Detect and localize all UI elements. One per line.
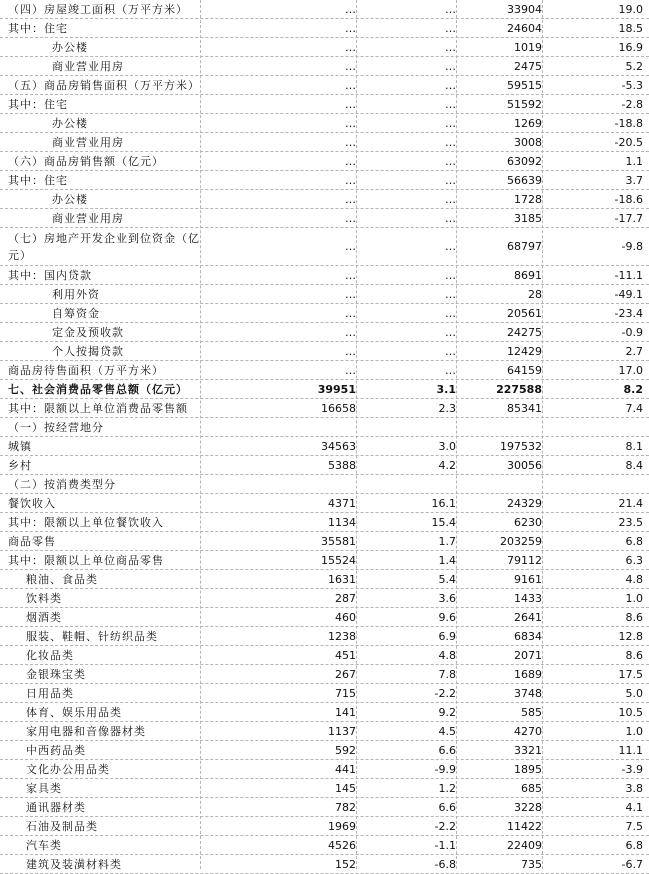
row-label: 个人按揭贷款 — [52, 345, 124, 358]
current-value: 141 — [335, 706, 356, 719]
current-growth: … — [445, 136, 456, 149]
cumulative-value: 22409 — [507, 839, 542, 852]
row-label: 石油及制品类 — [26, 820, 98, 833]
row-label: （四）房屋竣工面积（万平方米） — [8, 3, 188, 16]
cumulative-growth: -9.8 — [621, 240, 643, 253]
cumulative-growth: 6.8 — [625, 839, 643, 852]
cumulative-value: 685 — [521, 782, 542, 795]
cumulative-value: 2071 — [514, 649, 542, 662]
current-value: 34563 — [321, 440, 356, 453]
table-row — [0, 437, 649, 456]
table-row — [0, 209, 649, 228]
cumulative-growth: 8.2 — [623, 383, 643, 396]
current-value: 451 — [335, 649, 356, 662]
current-value: … — [345, 117, 356, 130]
table-row — [0, 741, 649, 760]
cumulative-value: 6230 — [514, 516, 542, 529]
row-label: 粮油、食品类 — [26, 573, 98, 586]
row-label: 中西药品类 — [26, 744, 86, 757]
current-growth: 1.2 — [438, 782, 456, 795]
row-label: 家具类 — [26, 782, 62, 795]
current-value: … — [345, 60, 356, 73]
current-value: 1238 — [328, 630, 356, 643]
cumulative-growth: 3.8 — [625, 782, 643, 795]
table-row — [0, 38, 649, 57]
row-label: 七、社会消费品零售总额（亿元） — [8, 383, 188, 396]
current-growth: 2.3 — [438, 402, 456, 415]
table-row — [0, 361, 649, 380]
current-value: 4371 — [328, 497, 356, 510]
current-value: 35581 — [321, 535, 356, 548]
cumulative-growth: 8.6 — [625, 611, 643, 624]
current-growth: 1.7 — [438, 535, 456, 548]
cumulative-growth: 19.0 — [618, 3, 643, 16]
cumulative-value: 1689 — [514, 668, 542, 681]
current-growth: -2.2 — [434, 687, 456, 700]
cumulative-value: 585 — [521, 706, 542, 719]
current-value: 152 — [335, 858, 356, 871]
cumulative-growth: 4.8 — [625, 573, 643, 586]
current-growth: -2.2 — [434, 820, 456, 833]
table-row — [0, 665, 649, 684]
current-value: … — [345, 193, 356, 206]
cumulative-growth: -17.7 — [614, 212, 643, 225]
cumulative-growth: 5.2 — [625, 60, 643, 73]
table-row — [0, 646, 649, 665]
table-row — [0, 114, 649, 133]
current-growth: 4.2 — [438, 459, 456, 472]
cumulative-value: 8691 — [514, 269, 542, 282]
row-label: 服装、鞋帽、针纺织品类 — [26, 630, 158, 643]
cumulative-growth: 8.6 — [625, 649, 643, 662]
current-growth: 9.2 — [438, 706, 456, 719]
cumulative-value: 12429 — [507, 345, 542, 358]
cumulative-growth: 17.5 — [618, 668, 643, 681]
current-value: 1631 — [328, 573, 356, 586]
row-label: 商品零售 — [8, 535, 56, 548]
row-label: 利用外资 — [52, 288, 100, 301]
row-label: （七）房地产开发企业到位资金（亿元） — [8, 232, 200, 262]
current-value: … — [345, 3, 356, 16]
row-label: 乡村 — [8, 459, 32, 472]
cumulative-growth: 16.9 — [618, 41, 643, 54]
current-value: … — [345, 155, 356, 168]
table-row — [0, 703, 649, 722]
current-value: 460 — [335, 611, 356, 624]
table-row — [0, 532, 649, 551]
row-label: 其中：限额以上单位商品零售 — [8, 554, 164, 567]
current-value: 145 — [335, 782, 356, 795]
row-label: 烟酒类 — [26, 611, 62, 624]
current-value: … — [345, 22, 356, 35]
current-value: 287 — [335, 592, 356, 605]
cumulative-value: 2641 — [514, 611, 542, 624]
current-value: … — [345, 364, 356, 377]
current-value: 715 — [335, 687, 356, 700]
table-row — [0, 0, 649, 19]
cumulative-value: 3228 — [514, 801, 542, 814]
cumulative-value: 30056 — [507, 459, 542, 472]
cumulative-value: 2475 — [514, 60, 542, 73]
current-value: … — [345, 79, 356, 92]
cumulative-value: 24329 — [507, 497, 542, 510]
row-label: （六）商品房销售额（亿元） — [8, 155, 164, 168]
cumulative-growth: 3.7 — [625, 174, 643, 187]
table-row — [0, 760, 649, 779]
current-value: 1134 — [328, 516, 356, 529]
current-growth: 6.9 — [438, 630, 456, 643]
table-row — [0, 627, 649, 646]
current-growth: 16.1 — [431, 497, 456, 510]
current-value: 39951 — [317, 383, 356, 396]
current-growth: … — [445, 269, 456, 282]
row-label: 其中：国内贷款 — [8, 269, 92, 282]
cumulative-value: 9161 — [514, 573, 542, 586]
current-value: 15524 — [321, 554, 356, 567]
row-label: 办公楼 — [52, 117, 88, 130]
row-label: 通讯器材类 — [26, 801, 86, 814]
cumulative-growth: 4.1 — [625, 801, 643, 814]
current-value: … — [345, 212, 356, 225]
table-row — [0, 684, 649, 703]
cumulative-growth: -18.6 — [614, 193, 643, 206]
row-label: 定金及预收款 — [52, 326, 124, 339]
cumulative-value: 3185 — [514, 212, 542, 225]
current-growth: … — [445, 60, 456, 73]
current-value: 1137 — [328, 725, 356, 738]
current-growth: 4.5 — [438, 725, 456, 738]
cumulative-growth: 11.1 — [618, 744, 643, 757]
current-growth: 3.1 — [436, 383, 456, 396]
row-label: 自筹资金 — [52, 307, 100, 320]
cumulative-growth: 1.0 — [625, 725, 643, 738]
row-label: 日用品类 — [26, 687, 74, 700]
cumulative-value: 6834 — [514, 630, 542, 643]
cumulative-growth: 17.0 — [618, 364, 643, 377]
table-row — [0, 494, 649, 513]
cumulative-growth: 10.5 — [618, 706, 643, 719]
cumulative-growth: 23.5 — [618, 516, 643, 529]
row-label: 汽车类 — [26, 839, 62, 852]
current-growth: … — [445, 98, 456, 111]
table-row — [0, 76, 649, 95]
current-growth: … — [445, 326, 456, 339]
table-row — [0, 551, 649, 570]
table-row — [0, 133, 649, 152]
current-growth: 15.4 — [431, 516, 456, 529]
table-row — [0, 190, 649, 209]
current-growth: … — [445, 364, 456, 377]
cumulative-growth: -11.1 — [614, 269, 643, 282]
cumulative-growth: 7.4 — [625, 402, 643, 415]
cumulative-growth: 18.5 — [618, 22, 643, 35]
table-row — [0, 285, 649, 304]
cumulative-value: 1019 — [514, 41, 542, 54]
row-label: 建筑及装潢材料类 — [26, 858, 122, 871]
table-row — [0, 342, 649, 361]
current-value: … — [345, 307, 356, 320]
cumulative-value: 64159 — [507, 364, 542, 377]
cumulative-value: 1433 — [514, 592, 542, 605]
cumulative-growth: 2.7 — [625, 345, 643, 358]
table-row — [0, 798, 649, 817]
cumulative-value: 3748 — [514, 687, 542, 700]
current-value: … — [345, 136, 356, 149]
row-label: 其中：住宅 — [8, 174, 68, 187]
current-value: … — [345, 345, 356, 358]
cumulative-value: 28 — [528, 288, 542, 301]
row-label: 文化办公用品类 — [26, 763, 110, 776]
current-growth: … — [445, 117, 456, 130]
cumulative-growth: -23.4 — [614, 307, 643, 320]
cumulative-value: 197532 — [500, 440, 542, 453]
row-label: 体育、娱乐用品类 — [26, 706, 122, 719]
row-label: 城镇 — [8, 440, 32, 453]
current-growth: 3.0 — [438, 440, 456, 453]
row-label: 金银珠宝类 — [26, 668, 86, 681]
table-row — [0, 513, 649, 532]
table-row — [0, 171, 649, 190]
cumulative-value: 68797 — [507, 240, 542, 253]
cumulative-growth: 8.4 — [625, 459, 643, 472]
table-row — [0, 722, 649, 741]
cumulative-growth: -0.9 — [621, 326, 643, 339]
current-value: … — [345, 174, 356, 187]
row-label: （五）商品房销售面积（万平方米） — [8, 79, 200, 92]
cumulative-growth: 1.1 — [625, 155, 643, 168]
cumulative-growth: 21.4 — [618, 497, 643, 510]
cumulative-value: 20561 — [507, 307, 542, 320]
cumulative-value: 1269 — [514, 117, 542, 130]
current-growth: … — [445, 79, 456, 92]
cumulative-value: 79112 — [507, 554, 542, 567]
table-row — [0, 380, 649, 399]
row-label: （一）按经营地分 — [8, 421, 104, 434]
table-row — [0, 836, 649, 855]
current-value: … — [345, 240, 356, 253]
current-growth: … — [445, 174, 456, 187]
current-growth: … — [445, 155, 456, 168]
cumulative-growth: -2.8 — [621, 98, 643, 111]
current-value: … — [345, 326, 356, 339]
table-row — [0, 475, 649, 494]
current-value: 441 — [335, 763, 356, 776]
row-label: 其中：限额以上单位消费品零售额 — [8, 402, 188, 415]
row-label: 商品房待售面积（万平方米） — [8, 364, 164, 377]
cumulative-value: 51592 — [507, 98, 542, 111]
row-label: 办公楼 — [52, 193, 88, 206]
row-label: 商业营业用房 — [52, 60, 124, 73]
table-row — [0, 456, 649, 475]
table-row — [0, 608, 649, 627]
current-value: … — [345, 288, 356, 301]
cumulative-value: 4270 — [514, 725, 542, 738]
row-label: 化妆品类 — [26, 649, 74, 662]
cumulative-value: 1728 — [514, 193, 542, 206]
current-growth: … — [445, 307, 456, 320]
current-growth: … — [445, 288, 456, 301]
table-row — [0, 570, 649, 589]
table-row — [0, 779, 649, 798]
cumulative-value: 735 — [521, 858, 542, 871]
current-value: 782 — [335, 801, 356, 814]
cumulative-growth: -3.9 — [621, 763, 643, 776]
cumulative-value: 227588 — [496, 383, 542, 396]
current-value: 5388 — [328, 459, 356, 472]
current-growth: 9.6 — [438, 611, 456, 624]
current-value: … — [345, 41, 356, 54]
table-row — [0, 323, 649, 342]
cumulative-value: 24604 — [507, 22, 542, 35]
row-label: 饮料类 — [26, 592, 62, 605]
current-growth: -9.9 — [434, 763, 456, 776]
cumulative-growth: -18.8 — [614, 117, 643, 130]
cumulative-value: 59515 — [507, 79, 542, 92]
table-row — [0, 95, 649, 114]
current-growth: 5.4 — [438, 573, 456, 586]
cumulative-value: 3008 — [514, 136, 542, 149]
cumulative-growth: 1.0 — [625, 592, 643, 605]
table-row — [0, 266, 649, 285]
row-label: 商业营业用房 — [52, 212, 124, 225]
current-value: 4526 — [328, 839, 356, 852]
current-growth: 7.8 — [438, 668, 456, 681]
table-row — [0, 304, 649, 323]
table-row — [0, 855, 649, 874]
row-label: （二）按消费类型分 — [8, 478, 116, 491]
cumulative-value: 3321 — [514, 744, 542, 757]
current-growth: 6.6 — [438, 744, 456, 757]
cumulative-value: 203259 — [500, 535, 542, 548]
row-label: 办公楼 — [52, 41, 88, 54]
current-value: 16658 — [321, 402, 356, 415]
current-growth: … — [445, 240, 456, 253]
cumulative-growth: -5.3 — [621, 79, 643, 92]
table-row — [0, 817, 649, 836]
current-growth: 3.6 — [438, 592, 456, 605]
current-growth: … — [445, 212, 456, 225]
cumulative-value: 1895 — [514, 763, 542, 776]
cumulative-value: 56639 — [507, 174, 542, 187]
cumulative-growth: 8.1 — [625, 440, 643, 453]
table-row — [0, 418, 649, 437]
cumulative-value: 24275 — [507, 326, 542, 339]
current-value: 1969 — [328, 820, 356, 833]
current-value: … — [345, 98, 356, 111]
cumulative-growth: -49.1 — [614, 288, 643, 301]
table-row — [0, 399, 649, 418]
cumulative-growth: 7.5 — [625, 820, 643, 833]
row-label: 其中：住宅 — [8, 98, 68, 111]
cumulative-value: 85341 — [507, 402, 542, 415]
cumulative-growth: -20.5 — [614, 136, 643, 149]
row-label: 家用电器和音像器材类 — [26, 725, 146, 738]
current-growth: -1.1 — [434, 839, 456, 852]
row-label: 商业营业用房 — [52, 136, 124, 149]
row-label: 其中：住宅 — [8, 22, 68, 35]
current-value: … — [345, 269, 356, 282]
cumulative-value: 63092 — [507, 155, 542, 168]
current-growth: … — [445, 3, 456, 16]
cumulative-growth: 6.3 — [625, 554, 643, 567]
current-value: 592 — [335, 744, 356, 757]
table-row — [0, 589, 649, 608]
table-row — [0, 152, 649, 171]
cumulative-growth: 12.8 — [618, 630, 643, 643]
cumulative-growth: -6.7 — [621, 858, 643, 871]
current-growth: -6.8 — [434, 858, 456, 871]
cumulative-value: 11422 — [507, 820, 542, 833]
cumulative-growth: 5.0 — [625, 687, 643, 700]
current-growth: … — [445, 345, 456, 358]
current-growth: … — [445, 41, 456, 54]
current-growth: 6.6 — [438, 801, 456, 814]
cumulative-value: 33904 — [507, 3, 542, 16]
current-growth: … — [445, 22, 456, 35]
current-value: 267 — [335, 668, 356, 681]
table-row — [0, 19, 649, 38]
row-label: 其中：限额以上单位餐饮收入 — [8, 516, 164, 529]
table-row — [0, 57, 649, 76]
table-row — [0, 228, 649, 266]
cumulative-growth: 6.8 — [625, 535, 643, 548]
current-growth: 1.4 — [438, 554, 456, 567]
row-label: 餐饮收入 — [8, 497, 56, 510]
current-growth: … — [445, 193, 456, 206]
current-growth: 4.8 — [438, 649, 456, 662]
